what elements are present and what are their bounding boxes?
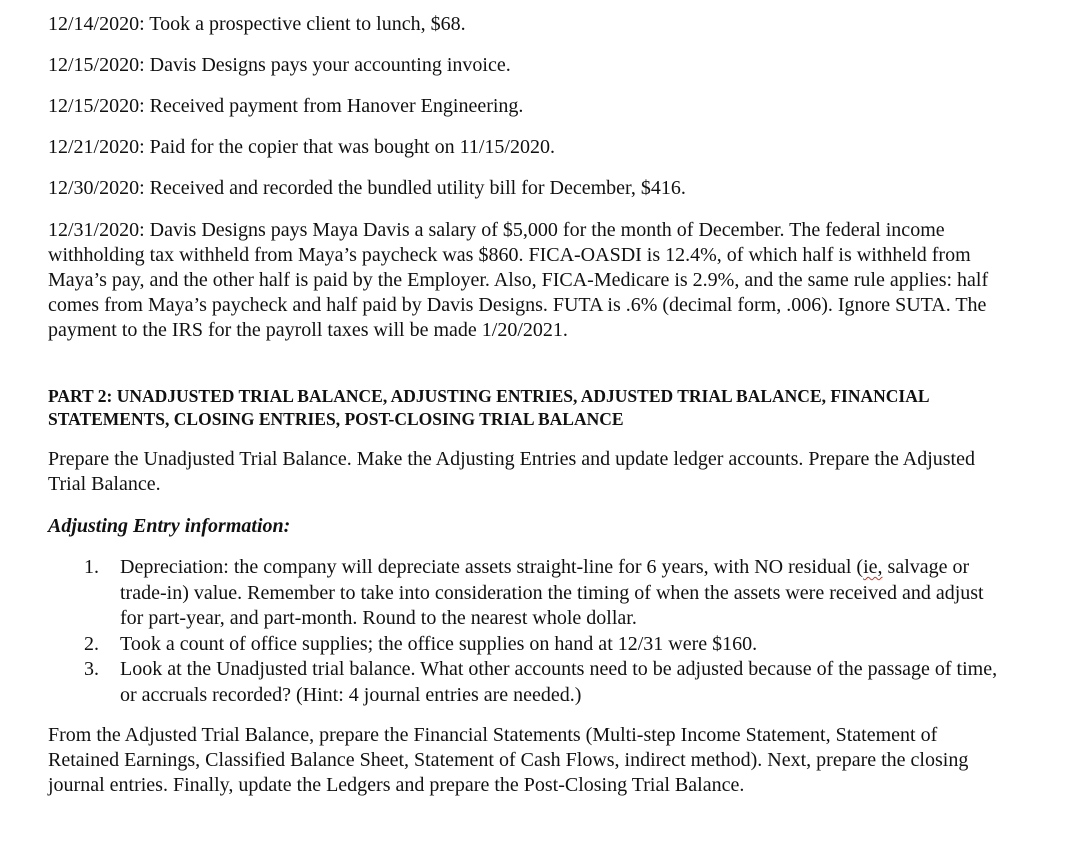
list-item (48, 555, 1008, 632)
list-item-text: Look at the Unadjusted trial balance. What other accounts need to be adjusted because of the passage of time, or accruals recorded? (Hint: 4 journal entries are needed.) (120, 658, 998, 706)
adjusting-entry-list (48, 555, 1008, 708)
spellcheck-flagged-word[interactable]: ie, (863, 556, 883, 578)
prepare-instructions: Prepare the Unadjusted Trial Balance. Make the Adjusting Entries and update ledger accounts. Prepare the Adjusted Trial Balance. (48, 448, 975, 495)
transaction-entry: 12/14/2020: Took a prospective client to lunch, $68. (48, 13, 466, 35)
list-item (48, 657, 1008, 708)
transaction-entry: 12/30/2020: Received and recorded the bundled utility bill for December, $416. (48, 177, 686, 199)
list-item-text: Depreciation: the company will depreciate assets straight-line for 6 years, with NO residual ( (120, 556, 864, 578)
list-item-number: 2. (84, 632, 99, 655)
list-item-text: salvage or trade-in) value. Remember to take into consideration the timing of when the assets were received and adjust for part-year, and part-month. Round to the nearest whole dollar. (120, 556, 984, 629)
part2-heading: PART 2: UNADJUSTED TRIAL BALANCE, ADJUSTING ENTRIES, ADJUSTED TRIAL BALANCE, FINANCIAL STATEMENTS, CLOSING ENTRIES, POST-CLOSING TRIAL BALANCE (48, 386, 929, 429)
transaction-entry: 12/21/2020: Paid for the copier that was bought on 11/15/2020. (48, 136, 555, 158)
transaction-entry-payroll: 12/31/2020: Davis Designs pays Maya Davis a salary of $5,000 for the month of December. The federal income withholding tax withheld from Maya’s paycheck was $860. FICA-OASDI is 12.4%, of which half is withheld from Maya’s pay, and the other half is paid by the Employer. Also, FICA-Medicare is 2.9%, and the same rule applies: half comes from Maya’s paycheck and half paid by Davis Designs. FUTA is .6% (decimal form, .006). Ignore SUTA. The payment to the IRS for the payroll taxes will be made 1/20/2021. (48, 219, 989, 341)
final-instructions: From the Adjusted Trial Balance, prepare the Financial Statements (Multi-step Income Statement, Statement of Retained Earnings, Classified Balance Sheet, Statement of Cash Flows, indirect method). Next, prepare the closing journal entries. Finally, update the Ledgers and prepare the Post-Closing Trial Balance. (48, 724, 969, 796)
list-item-number: 3. (84, 658, 99, 680)
transaction-entry: 12/15/2020: Received payment from Hanover Engineering. (48, 95, 524, 117)
list-item-text: Took a count of office supplies; the office supplies on hand at 12/31 were $160. (120, 632, 758, 655)
list-item (48, 632, 1008, 658)
transaction-entry: 12/15/2020: Davis Designs pays your accounting invoice. (48, 54, 511, 76)
list-item-number: 1. (84, 556, 99, 578)
adjusting-entry-title: Adjusting Entry information: (48, 515, 291, 537)
